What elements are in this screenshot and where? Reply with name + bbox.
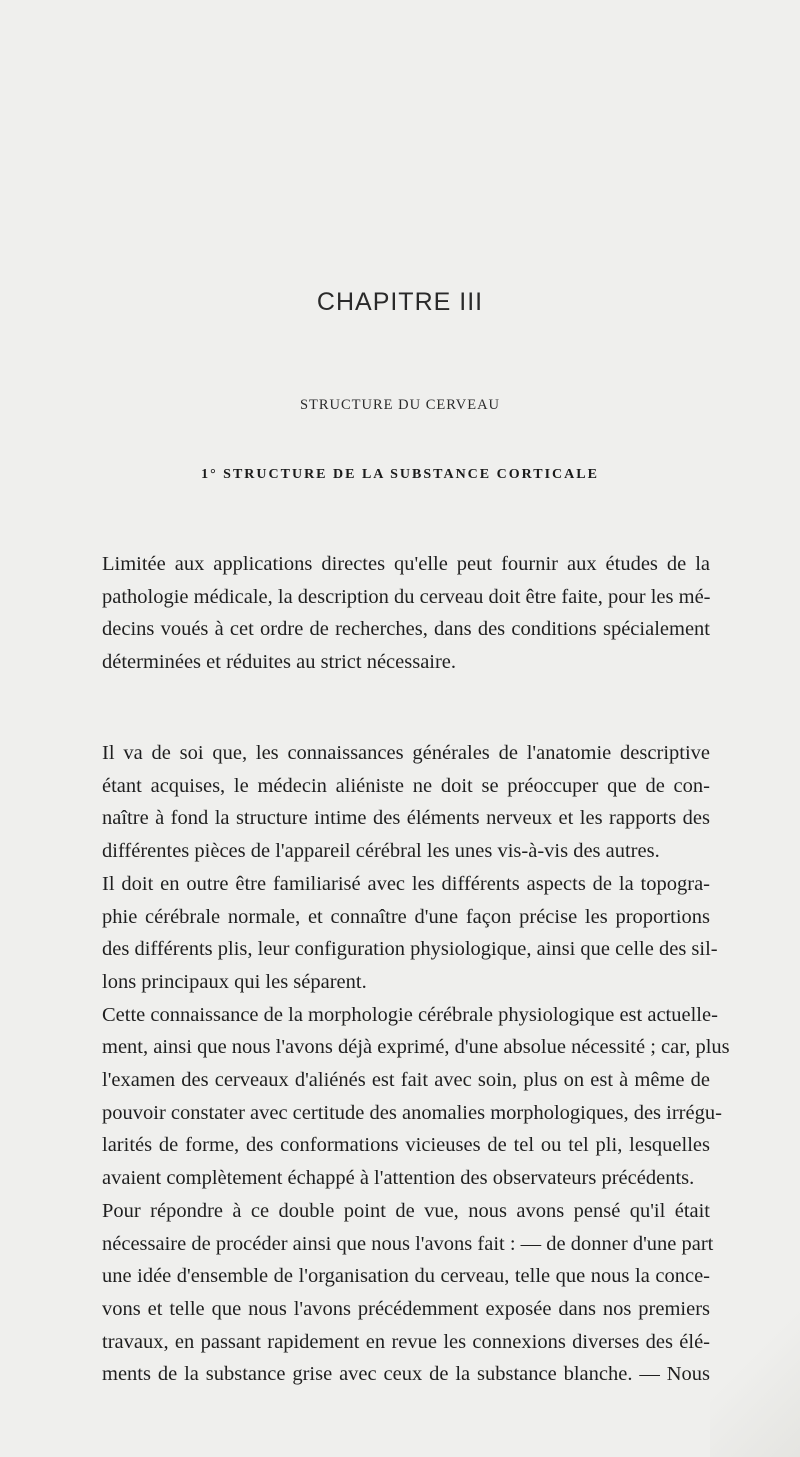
text-line: des différents plis, leur configuration physiologique, ainsi que celle des sil- [102, 938, 718, 961]
text-line: Limitée aux applications directes qu'elle peut fournir aux études de la [102, 553, 710, 575]
text-line: Pour répondre à ce double point de vue, nous avons pensé qu'il était [102, 1199, 710, 1222]
text-line: Cette connaissance de la morphologie cérébrale physiologique est actuelle- [102, 1003, 718, 1026]
text-line: avaient complètement échappé à l'attention des observateurs précédents. [102, 1167, 695, 1190]
text-line: étant acquises, le médecin aliéniste ne doit se préoccuper que de con- [102, 774, 710, 797]
text-line: une idée d'ensemble de l'organisation du cerveau, telle que nous la conce- [102, 1265, 710, 1288]
text-line: ment, ainsi que nous l'avons déjà exprimé, d'une absolue nécessité ; car, plus [102, 1036, 730, 1059]
text-line: travaux, en passant rapidement en revue les connexions diverses des élé- [102, 1330, 710, 1353]
text-line: Il doit en outre être familiarisé avec les différents aspects de la topogra- [102, 872, 710, 895]
text-line: decins voués à cet ordre de recherches, dans des conditions spécialement [102, 618, 710, 641]
text-line: déterminées et réduites au strict nécessaire. [102, 651, 457, 674]
text-line: différentes pièces de l'appareil cérébral les unes vis-à-vis des autres. [102, 840, 660, 863]
text-line: larités de forme, des conformations vicieuses de tel ou tel pli, lesquelles [102, 1134, 710, 1157]
text-line: vons et telle que nous l'avons précédemment exposée dans nos premiers [102, 1297, 710, 1320]
page-corner-shading [710, 1297, 800, 1457]
text-line: nécessaire de procéder ainsi que nous l'avons fait : — de donner d'une part [102, 1232, 714, 1255]
text-line: phie cérébrale normale, et connaître d'une façon précise les proportions [102, 905, 710, 928]
paragraph-2 [102, 737, 730, 1391]
text-line: naître à fond la structure intime des éléments nerveux et les rapports des [102, 807, 710, 830]
section-title: 1° STRUCTURE DE LA SUBSTANCE CORTICALE [201, 467, 599, 482]
text-line: pathologie médicale, la description du cerveau doit être faite, pour les mé- [102, 585, 711, 608]
structure-title: STRUCTURE DU CERVEAU [299, 397, 501, 413]
paragraph-1 [102, 548, 710, 679]
text-line: l'examen des cerveaux d'aliénés est fait avec soin, plus on est à même de [102, 1069, 710, 1092]
chapter-title: CHAPITRE III [316, 288, 484, 316]
text-line: pouvoir constater avec certitude des anomalies morphologiques, des irrégu- [102, 1101, 722, 1124]
text-line: Il va de soi que, les connaissances générales de l'anatomie descriptive [102, 742, 710, 764]
text-line: ments de la substance grise avec ceux de la substance blanche. — Nous [102, 1363, 710, 1386]
text-line: lons principaux qui les séparent. [102, 970, 367, 993]
